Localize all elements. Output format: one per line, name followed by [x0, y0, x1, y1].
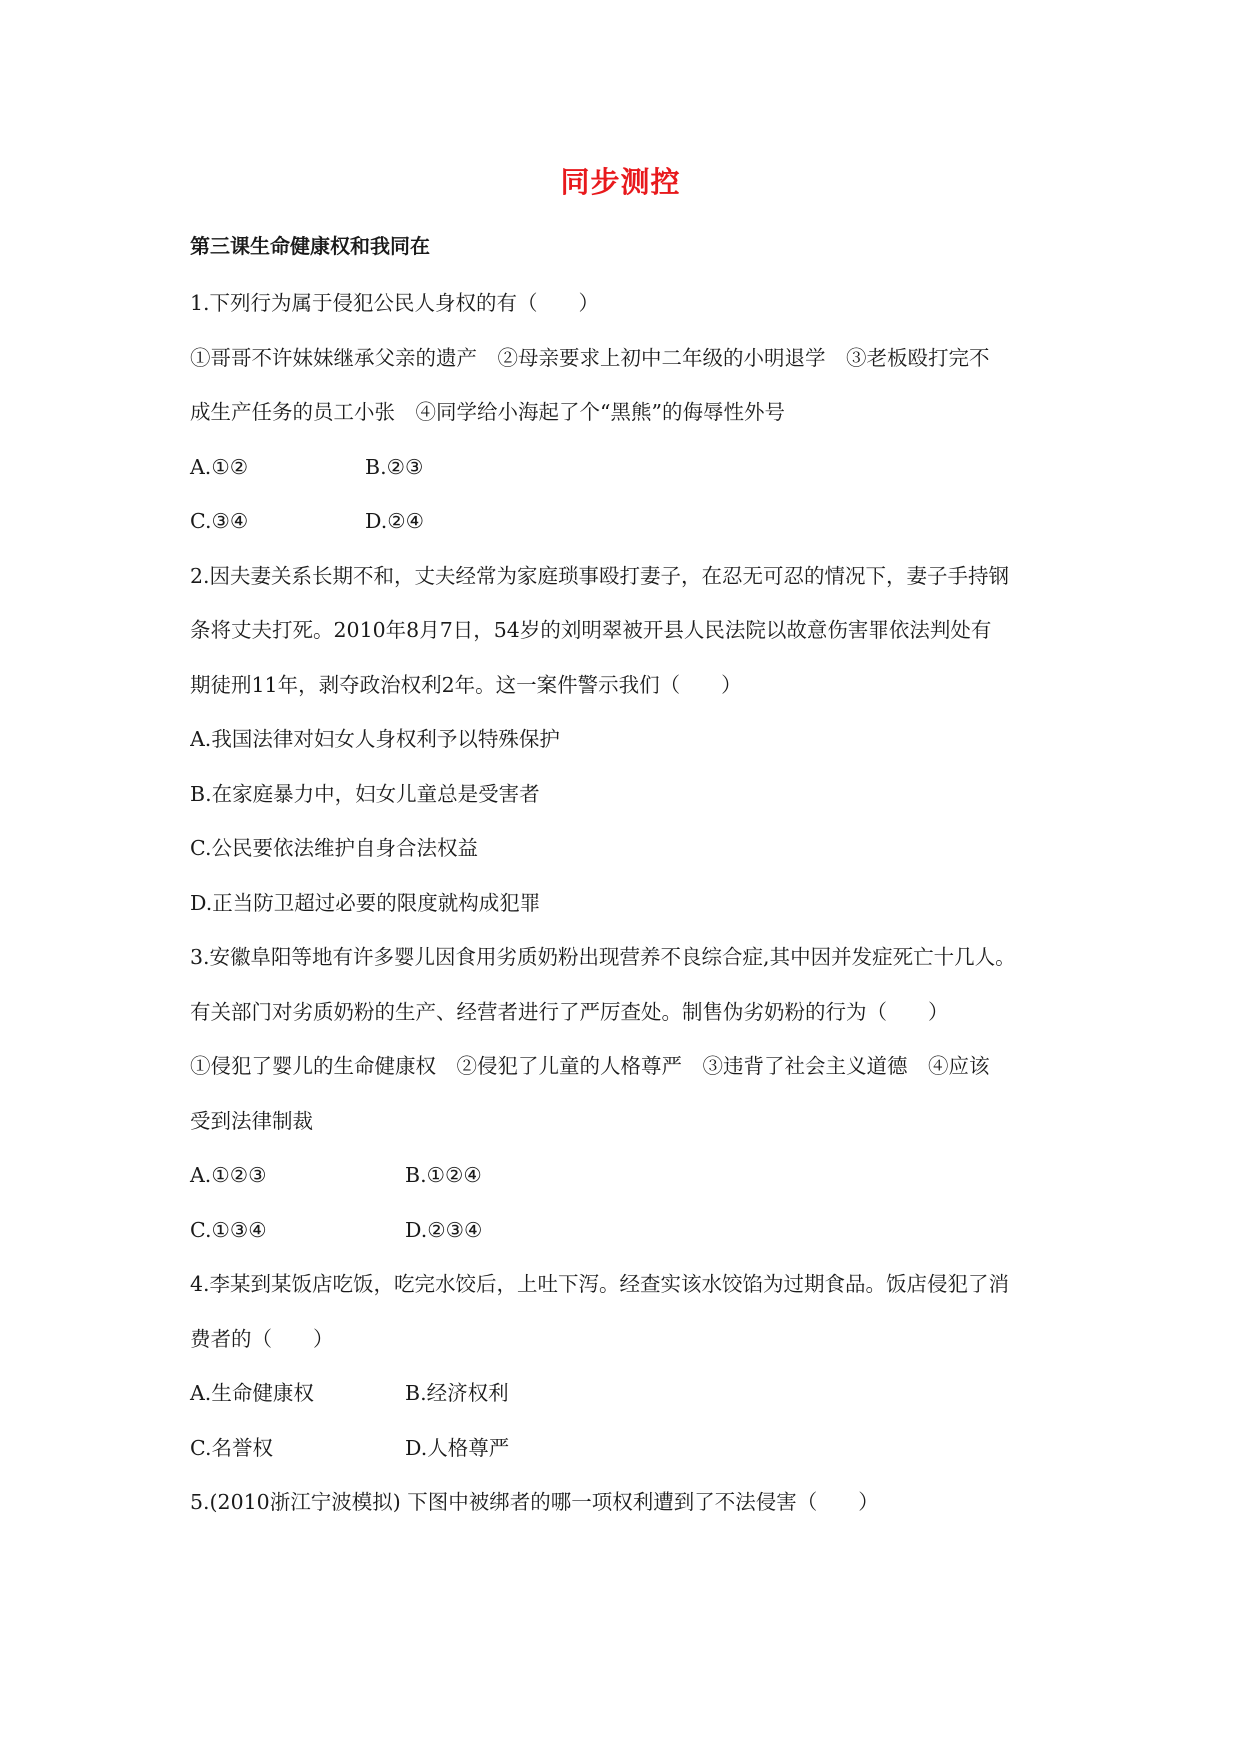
- question-1-stem: 1.下列行为属于侵犯公民人身权的有（ ）: [190, 291, 600, 315]
- question-4-stem: 4.李某到某饭店吃饭，吃完水饺后，上吐下泻。经查实该水饺馅为过期食品。饭店侵犯了消: [190, 1272, 1010, 1296]
- question-4: [190, 1257, 1065, 1475]
- question-4-option-b: B.经济权利: [405, 1381, 509, 1405]
- question-3-stem: 3.安徽阜阳等地有许多婴儿因食用劣质奶粉出现营养不良综合症,其中因并发症死亡十几人。: [190, 945, 1016, 969]
- question-2-option-b: B.在家庭暴力中，妇女儿童总是受害者: [190, 781, 540, 806]
- question-3-options-row-2: [190, 1203, 1065, 1258]
- question-4-stem-cont: 费者的（ ）: [190, 1326, 334, 1351]
- question-3-statements-cont: 受到法律制裁: [190, 1108, 313, 1133]
- question-4-option-d: D.人格尊严: [405, 1435, 510, 1460]
- page-title: 同步测控: [560, 165, 681, 199]
- question-2-option-a: A.我国法律对妇女人身权利予以特殊保护: [190, 727, 560, 751]
- question-1-options-row-2: [190, 494, 1065, 549]
- question-5: [190, 1475, 1065, 1530]
- question-1: [190, 276, 1065, 549]
- question-3-option-b: B.①②④: [405, 1163, 482, 1187]
- question-1-option-a: A.①②: [190, 454, 249, 479]
- question-1-option-c: C.③④: [190, 509, 249, 533]
- question-1-statements-cont: 成生产任务的员工小张 ④同学给小海起了个“黑熊”的侮辱性外号: [190, 400, 785, 424]
- question-2-stem-cont-2: 期徒刑11年，剥夺政治权利2年。这一案件警示我们（ ）: [190, 672, 742, 697]
- question-2-option-d: D.正当防卫超过必要的限度就构成犯罪: [190, 890, 541, 915]
- question-2-stem-cont-1: 条将丈夫打死。2010年8月7日，54岁的刘明翠被开县人民法院以故意伤害罪依法判处有: [190, 618, 992, 642]
- question-1-option-b: B.②③: [365, 454, 424, 479]
- question-5-stem: 5.(2010浙江宁波模拟) 下图中被绑者的哪一项权利遭到了不法侵害（ ）: [190, 1490, 879, 1514]
- question-1-statements: ①哥哥不许妹妹继承父亲的遗产 ②母亲要求上初中二年级的小明退学 ③老板殴打完不: [190, 345, 990, 370]
- question-4-option-a: A.生命健康权: [190, 1381, 314, 1405]
- question-3-statements: ①侵犯了婴儿的生命健康权 ②侵犯了儿童的人格尊严 ③违背了社会主义道德 ④应该: [190, 1054, 990, 1078]
- question-list: [190, 276, 1065, 1530]
- question-1-option-d: D.②④: [365, 509, 424, 533]
- question-3-option-d: D.②③④: [405, 1217, 483, 1242]
- question-2-option-c: C.公民要依法维护自身合法权益: [190, 836, 478, 860]
- question-3-stem-cont: 有关部门对劣质奶粉的生产、经营者进行了严厉查处。制售伪劣奶粉的行为（ ）: [190, 999, 949, 1024]
- question-3-option-a: A.①②③: [190, 1163, 267, 1187]
- question-2: [190, 549, 1065, 931]
- lesson-title: 第三课生命健康权和我同在: [190, 234, 430, 258]
- question-3-options-row-1: [190, 1148, 1065, 1203]
- question-4-option-c: C.名誉权: [190, 1435, 273, 1460]
- question-4-options-row-1: [190, 1366, 1065, 1421]
- question-3: [190, 930, 1065, 1257]
- question-3-option-c: C.①③④: [190, 1217, 267, 1242]
- question-2-stem: 2.因夫妻关系长期不和，丈夫经常为家庭琐事殴打妻子，在忍无可忍的情况下，妻子手持钢: [190, 563, 1010, 588]
- question-1-options-row-1: [190, 440, 1065, 495]
- question-4-options-row-2: [190, 1421, 1065, 1476]
